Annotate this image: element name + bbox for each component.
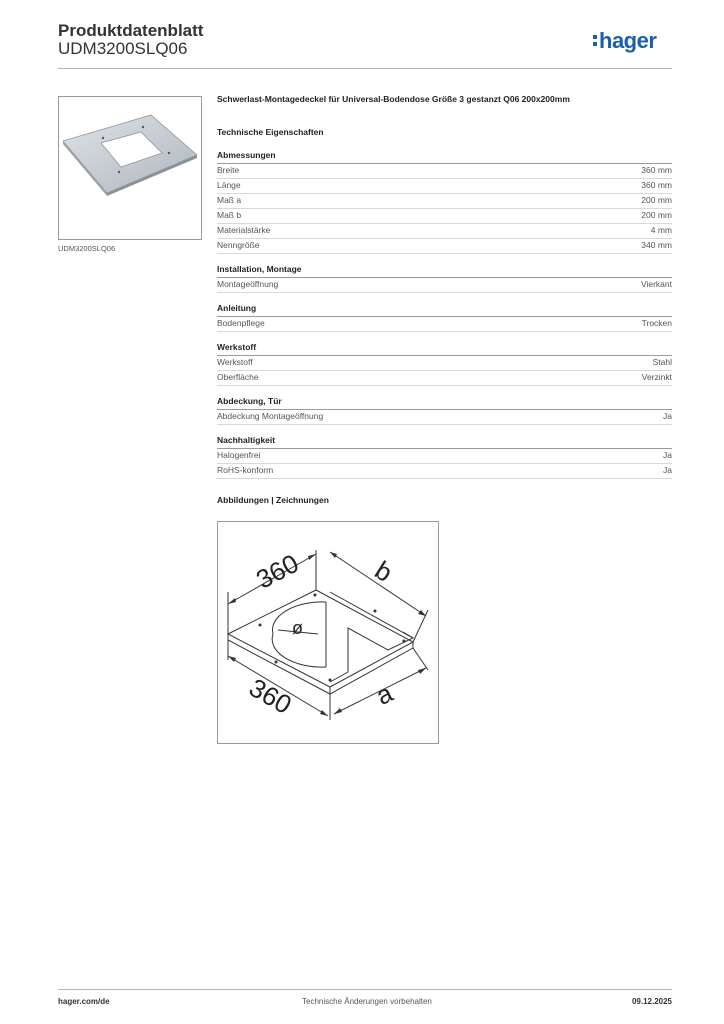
dim-b-label: b	[369, 554, 398, 588]
row-value: Stahl	[652, 357, 672, 367]
section-title: Werkstoff	[217, 342, 672, 356]
dim-diameter-label: ø	[292, 618, 303, 638]
table-row	[217, 356, 672, 371]
row-value: 360 mm	[641, 165, 672, 175]
dimension-drawing	[217, 521, 439, 744]
row-value: 4 mm	[650, 225, 672, 235]
table-row	[217, 194, 672, 209]
row-label: Maß a	[217, 195, 242, 205]
product-image	[58, 96, 202, 240]
row-label: Abdeckung Montageöffnung	[217, 411, 324, 421]
table-row	[217, 239, 672, 254]
product-description: Schwerlast-Montagedeckel für Universal-Bodendose Größe 3 gestanzt Q06 200x200mm	[217, 94, 570, 104]
footer-website[interactable]: hager.com/de	[58, 997, 110, 1006]
row-value: Ja	[663, 465, 672, 475]
header-divider	[58, 68, 672, 69]
product-code: UDM3200SLQ06	[58, 39, 188, 58]
section-werkstoff	[217, 342, 672, 386]
hager-logo	[592, 28, 674, 59]
table-row	[217, 371, 672, 386]
table-row	[217, 224, 672, 239]
section-title: Anleitung	[217, 303, 672, 317]
section-title: Installation, Montage	[217, 264, 672, 278]
section-nachhaltigkeit	[217, 435, 672, 479]
row-label: Montageöffnung	[217, 279, 279, 289]
row-label: Werkstoff	[217, 357, 253, 367]
row-label: Oberfläche	[217, 372, 259, 382]
row-value: 200 mm	[641, 210, 672, 220]
table-row	[217, 410, 672, 425]
row-value: 340 mm	[641, 240, 672, 250]
table-row	[217, 464, 672, 479]
row-value: Trocken	[641, 318, 672, 328]
section-abdeckung	[217, 396, 672, 425]
row-label: Nenngröße	[217, 240, 260, 250]
table-row	[217, 317, 672, 332]
footer-divider	[58, 989, 672, 990]
images-heading: Abbildungen | Zeichnungen	[217, 495, 329, 505]
svg-text:hager: hager	[599, 28, 657, 53]
row-value: 200 mm	[641, 195, 672, 205]
dim-360-bottom-label: 360	[244, 672, 297, 720]
row-value: Vierkant	[640, 279, 672, 289]
row-value: 360 mm	[641, 180, 672, 190]
section-title: Abmessungen	[217, 150, 672, 164]
row-label: Halogenfrei	[217, 450, 261, 460]
section-title: Abdeckung, Tür	[217, 396, 672, 410]
page-title: Produktdatenblatt	[58, 21, 204, 40]
dim-a-label: a	[371, 677, 398, 711]
row-label: Bodenpflege	[217, 318, 265, 328]
row-label: Maß b	[217, 210, 242, 220]
tech-properties-heading: Technische Eigenschaften	[217, 127, 324, 137]
content-column	[217, 94, 672, 505]
footer-date: 09.12.2025	[631, 997, 672, 1006]
footer-notice: Technische Änderungen vorbehalten	[302, 997, 432, 1006]
table-row	[217, 278, 672, 293]
row-value: Ja	[663, 450, 672, 460]
row-label: Breite	[217, 165, 240, 175]
dim-360-top-label: 360	[251, 547, 304, 595]
image-caption: UDM3200SLQ06	[58, 244, 116, 253]
table-row	[217, 179, 672, 194]
section-installation	[217, 264, 672, 293]
row-label: RoHS-konform	[217, 465, 274, 475]
row-value: Verzinkt	[641, 372, 672, 382]
table-row	[217, 209, 672, 224]
row-value: Ja	[663, 411, 672, 421]
section-anleitung	[217, 303, 672, 332]
row-label: Länge	[217, 180, 241, 190]
table-row	[217, 449, 672, 464]
section-title: Nachhaltigkeit	[217, 435, 672, 449]
row-label: Materialstärke	[217, 225, 271, 235]
section-abmessungen	[217, 150, 672, 254]
table-row	[217, 164, 672, 179]
